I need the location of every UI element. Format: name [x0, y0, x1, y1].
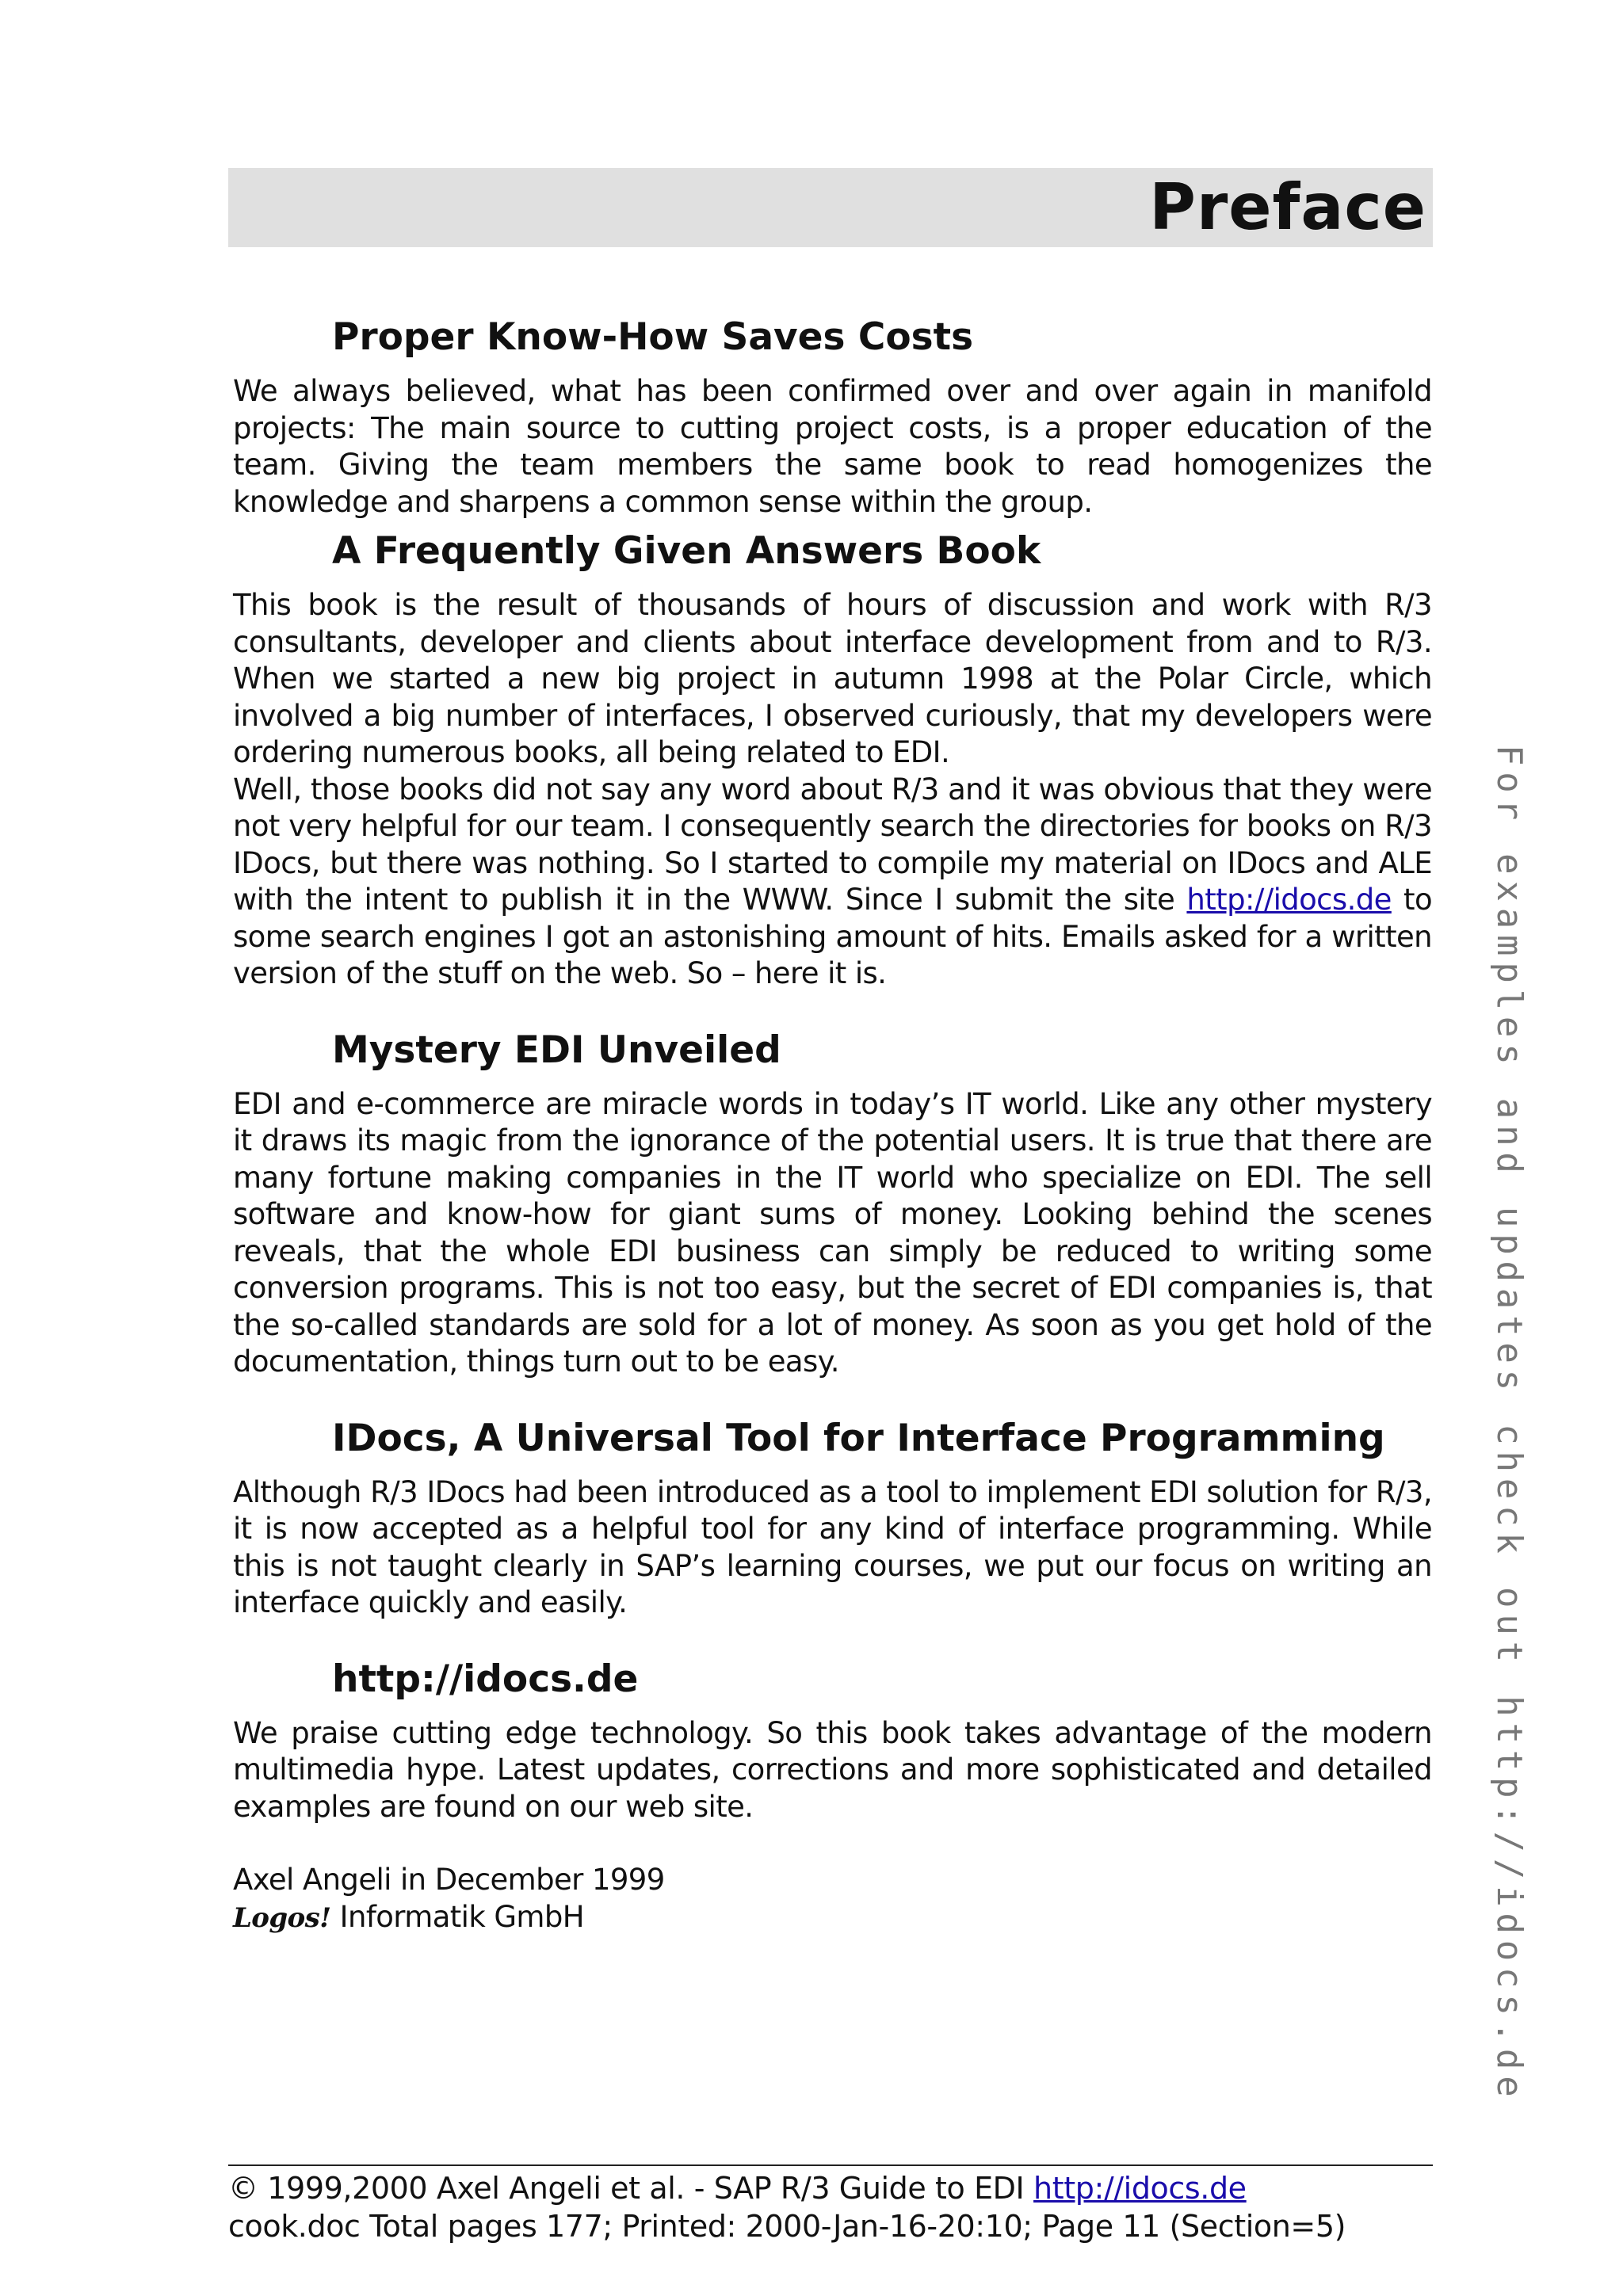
footer-copyright: [228, 2169, 1433, 2207]
sidebar-text: For examples and updates check out http://idocs.de: [1489, 745, 1529, 2103]
section-mystery-edi: [233, 1026, 1432, 1381]
section-idocs-de: [233, 1655, 1432, 1826]
page-title: Preface: [1149, 170, 1426, 244]
footer: [228, 2164, 1433, 2245]
idocs-link[interactable]: http://idocs.de: [1186, 883, 1392, 917]
footer-link[interactable]: http://idocs.de: [1033, 2171, 1247, 2206]
section-paragraph: EDI and e-commerce are miracle words in today’s IT world. Like any other mystery it draws its magic from the ignorance of the potential users. It is true that there are many fortune making companies in the IT world who specialize on EDI. The sell software and know-how for giant sums of money. Looking behind the scenes reveals, that the whole EDI business can simply be reduced to writing some conversion programs. This is not too easy, but the secret of EDI companies is, that the so-called standards are sold for a lot of money. As soon as you get hold of the documentation, things turn out to be easy.: [233, 1086, 1432, 1379]
paragraph-text: Well, those books did not say any word about R/3 and it was obvious that they were not very helpful for our team. I consequently search the directories for books on R/3 IDocs, but there was nothing. So I started to compile my material on IDocs and ALE with the intent to publish it in the WWW. Since I submit the site: [233, 772, 1432, 917]
signature-author: Axel Angeli in December 1999: [233, 1863, 665, 1897]
section-paragraph: Although R/3 IDocs had been introduced as a tool to implement EDI solution for R/3, it is now accepted as a helpful tool for any kind of interface programming. While this is not taught clearly in SAP’s learning courses, we put our focus on writing an interface quickly and easily.: [233, 1474, 1432, 1619]
paragraph-text: to some search engines I got an astonishing amount of hits. Emails asked for a written version of the stuff on the web. So – here it is.: [233, 883, 1432, 990]
sidebar-note: [1487, 745, 1534, 2103]
section-heading: Proper Know-How Saves Costs: [332, 315, 974, 359]
signature: [233, 1862, 1432, 1936]
section-paragraph: We always believed, what has been confirmed over and over again in manifold projects: The main source to cutting project costs, is a proper education of the team. Giving the team members the same book to read homogenizes the knowledge and sharpens a common sense within the group.: [233, 374, 1432, 519]
company-name: Informatik GmbH: [330, 1899, 584, 1934]
section-heading: IDocs, A Universal Tool for Interface Programming: [332, 1416, 1385, 1460]
section-heading: http://idocs.de: [332, 1657, 639, 1701]
section-heading: A Frequently Given Answers Book: [332, 529, 1041, 573]
footer-print-info: cook.doc Total pages 177; Printed: 2000-Jan-16-20:10; Page 11 (Section=5): [228, 2209, 1346, 2244]
section-paragraph: We praise cutting edge technology. So this book takes advantage of the modern multimedia hype. Latest updates, corrections and more sophisticated and detailed examples are found on our web site.: [233, 1715, 1432, 1824]
logos-logo: Logos!: [233, 1901, 331, 1934]
section-know-how: [233, 313, 1432, 521]
main-content: [233, 313, 1432, 1936]
title-bar: [228, 168, 1433, 247]
signature-company: [233, 1899, 1432, 1937]
section-heading: Mystery EDI Unveiled: [332, 1028, 781, 1072]
section-paragraph: This book is the result of thousands of hours of discussion and work with R/3 consultants, developer and clients about interface development from and to R/3. When we started a new big project in autumn 1998 at the Polar Circle, which involved a big number of interfaces, I observed curiously, that my developers were ordering numerous books, all being related to EDI.: [233, 588, 1432, 769]
section-faq-book: [233, 527, 1432, 993]
section-idocs-tool: [233, 1414, 1432, 1622]
section-paragraph-with-link: [233, 772, 1432, 993]
copyright-text: © 1999,2000 Axel Angeli et al. - SAP R/3 Guide to EDI: [228, 2171, 1034, 2206]
